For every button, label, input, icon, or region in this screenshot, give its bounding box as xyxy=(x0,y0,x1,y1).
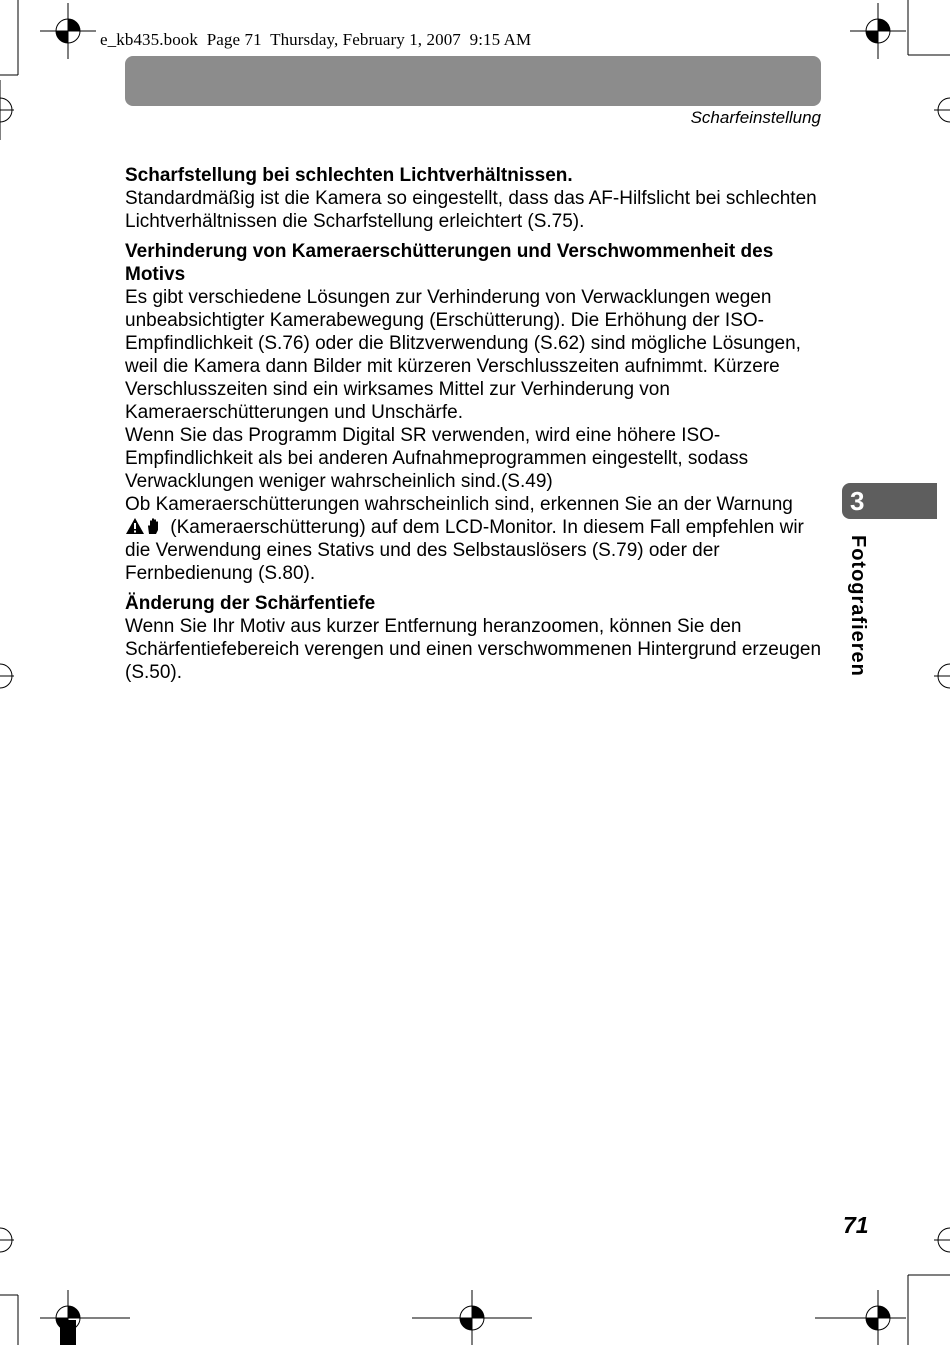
crosshair-mark-right-mid xyxy=(934,664,950,688)
section-heading: Scharfstellung bei schlechten Lichtverhältnissen. xyxy=(125,165,573,186)
crosshair-mark-top-right xyxy=(850,3,906,59)
section-body: Wenn Sie Ihr Motiv aus kurzer Entfernung heranzoomen, können Sie den Schärfentiefebereich verengen und einen verschwommenen Hintergrund erzeugen (S.50). xyxy=(125,616,822,683)
camera-shake-warning-icon xyxy=(125,517,165,535)
section-body-text: Es gibt verschiedene Lösungen zur Verhinderung von Verwacklungen wegen unbeabsichtigter Kamerabewegung (Erschütterung). Die Erhöhung der ISO-Empfindlichkeit (S.76) oder die Blitzverwendung (S.62) sind mögliche Lösungen, weil die Kamera dann Bilder mit kürzeren Verschlusszeiten aufnimmt. Kürzere Verschlusszeiten sind ein wirksames Mittel zur Verhinderung von Kameraerschütterungen und Unschärfe. Wenn Sie das Programm Digital SR verwenden, wird eine höhere ISO-Empfindlichkeit als bei anderen Aufnahmeprogrammen eingestellt, sodass Verwacklungen weniger wahrscheinlich sind.(S.49) Ob Kameraerschütterungen wahrscheinlich sind, erkennen Sie an der Warnung xyxy=(125,287,801,515)
crosshair-mark-bottom-center xyxy=(412,1290,532,1345)
section-body-text-after-icon: (Kameraerschütterung) auf dem LCD-Monitor. In diesem Fall empfehlen wir die Verwendung eines Stativs und des Selbstauslösers (S.79) oder der Fernbedienung (S.80). xyxy=(125,517,804,584)
section-camera-shake xyxy=(125,240,825,585)
chapter-title: Fotografieren xyxy=(847,535,869,677)
page-number: 71 xyxy=(843,1212,869,1238)
chapter-tab: 3 xyxy=(842,483,937,519)
section-low-light xyxy=(125,164,825,233)
crosshair-mark-top-left xyxy=(40,3,96,59)
crosshair-mark-left-mid xyxy=(0,664,14,688)
section-depth-of-field xyxy=(125,592,825,684)
section-heading: Verhinderung von Kameraerschütterungen und Verschwommenheit des Motivs xyxy=(125,241,774,285)
title-bar xyxy=(125,56,821,106)
crosshair-mark-bottom-right xyxy=(815,1290,906,1345)
crosshair-mark-left-bottom xyxy=(0,1228,14,1252)
crosshair-mark-right-bottom xyxy=(934,1228,950,1252)
section-body xyxy=(125,286,825,585)
crosshair-mark-left-top xyxy=(0,80,14,140)
section-heading: Änderung der Schärfentiefe xyxy=(125,593,376,614)
crosshair-mark-right-top xyxy=(934,98,950,122)
content xyxy=(125,164,825,691)
print-header: e_kb435.book Page 71 Thursday, February 1, 2007 9:15 AM xyxy=(100,30,532,49)
section-name: Scharfeinstellung xyxy=(690,108,821,127)
crosshair-mark-bottom-left xyxy=(40,1290,130,1345)
section-body: Standardmäßig ist die Kamera so eingestellt, dass das AF-Hilfslicht bei schlechten Lichtverhältnissen die Scharfstellung erleichtert (S.75). xyxy=(125,188,817,232)
